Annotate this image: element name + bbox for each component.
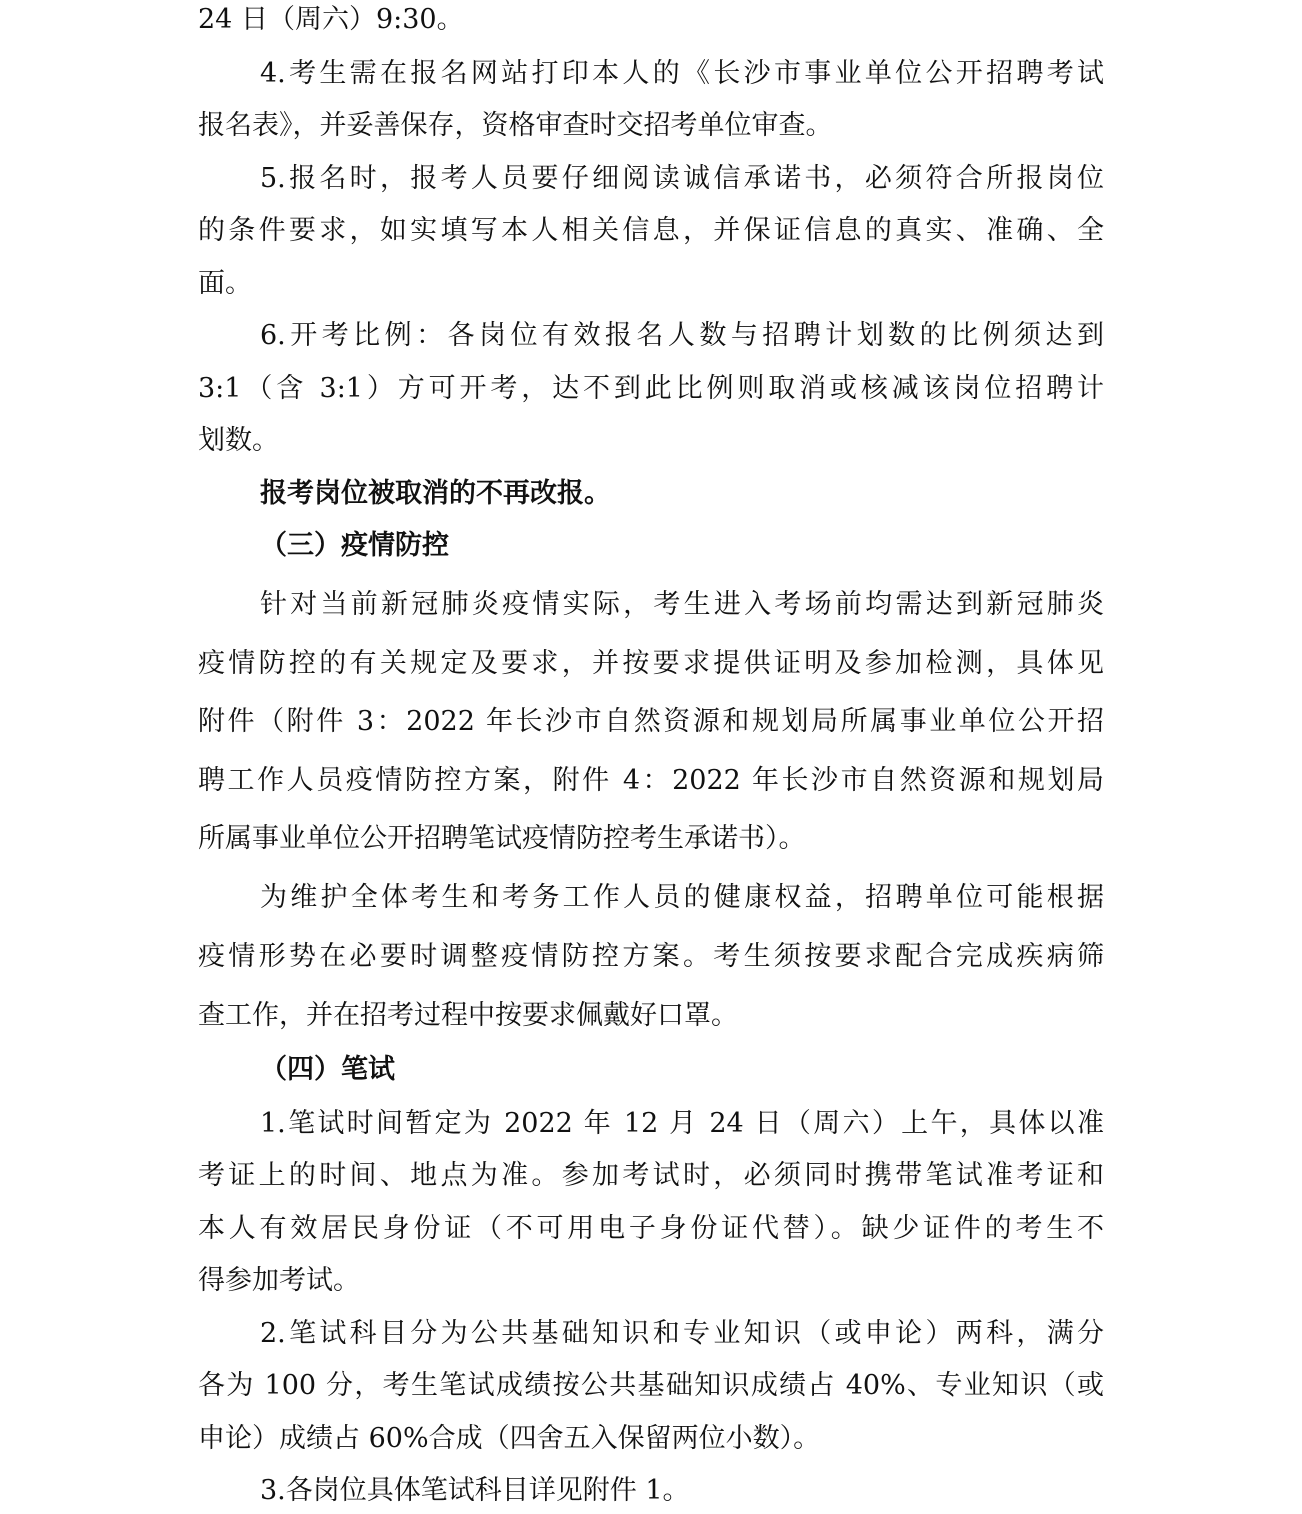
section-heading-exam: （四）笔试 (260, 1054, 395, 1085)
text-line: 6.开考比例：各岗位有效报名人数与招聘计划数的比例须达到 (260, 320, 1104, 351)
text-line: 考证上的时间、地点为准。参加考试时，必须同时携带笔试准考证和 (198, 1160, 1104, 1191)
text-line: 所属事业单位公开招聘笔试疫情防控考生承诺书）。 (198, 823, 806, 854)
text-line: 2.笔试科目分为公共基础知识和专业知识（或申论）两科，满分 (260, 1318, 1104, 1349)
text-line: 4.考生需在报名网站打印本人的《长沙市事业单位公开招聘考试 (260, 58, 1104, 89)
text-line: 疫情防控的有关规定及要求，并按要求提供证明及参加检测，具体见 (198, 648, 1104, 679)
text-line: 申论）成绩占 60%合成（四舍五入保留两位小数）。 (198, 1423, 821, 1454)
text-line: 针对当前新冠肺炎疫情实际，考生进入考场前均需达到新冠肺炎 (260, 589, 1104, 620)
text-line: 1.笔试时间暂定为 2022 年 12 月 24 日（周六）上午，具体以准 (260, 1108, 1104, 1139)
text-line: 的条件要求，如实填写本人相关信息，并保证信息的真实、准确、全 (198, 215, 1104, 246)
text-line: 面。 (198, 268, 252, 299)
text-line: 得参加考试。 (198, 1265, 360, 1296)
text-line: 为维护全体考生和考务工作人员的健康权益，招聘单位可能根据 (260, 882, 1104, 913)
bold-notice: 报考岗位被取消的不再改报。 (260, 478, 611, 509)
text-line: 划数。 (198, 425, 279, 456)
text-line: 报名表》，并妥善保存，资格审查时交招考单位审查。 (198, 110, 833, 141)
text-line: 查工作，并在招考过程中按要求佩戴好口罩。 (198, 1000, 738, 1031)
text-line: 24 日（周六）9:30。 (198, 4, 464, 35)
section-heading-epidemic: （三）疫情防控 (260, 530, 449, 561)
text-line: 聘工作人员疫情防控方案，附件 4：2022 年长沙市自然资源和规划局 (198, 765, 1104, 796)
text-line: 各为 100 分，考生笔试成绩按公共基础知识成绩占 40%、专业知识（或 (198, 1370, 1104, 1401)
text-line: 本人有效居民身份证（不可用电子身份证代替）。缺少证件的考生不 (198, 1213, 1104, 1244)
text-line: 疫情形势在必要时调整疫情防控方案。考生须按要求配合完成疾病筛 (198, 941, 1104, 972)
text-line: 3.各岗位具体笔试科目详见附件 1。 (260, 1475, 690, 1506)
text-line: 3:1（含 3:1）方可开考，达不到此比例则取消或核减该岗位招聘计 (198, 373, 1104, 404)
text-line: 5.报名时，报考人员要仔细阅读诚信承诺书，必须符合所报岗位 (260, 163, 1104, 194)
text-line: 附件（附件 3：2022 年长沙市自然资源和规划局所属事业单位公开招 (198, 706, 1104, 737)
